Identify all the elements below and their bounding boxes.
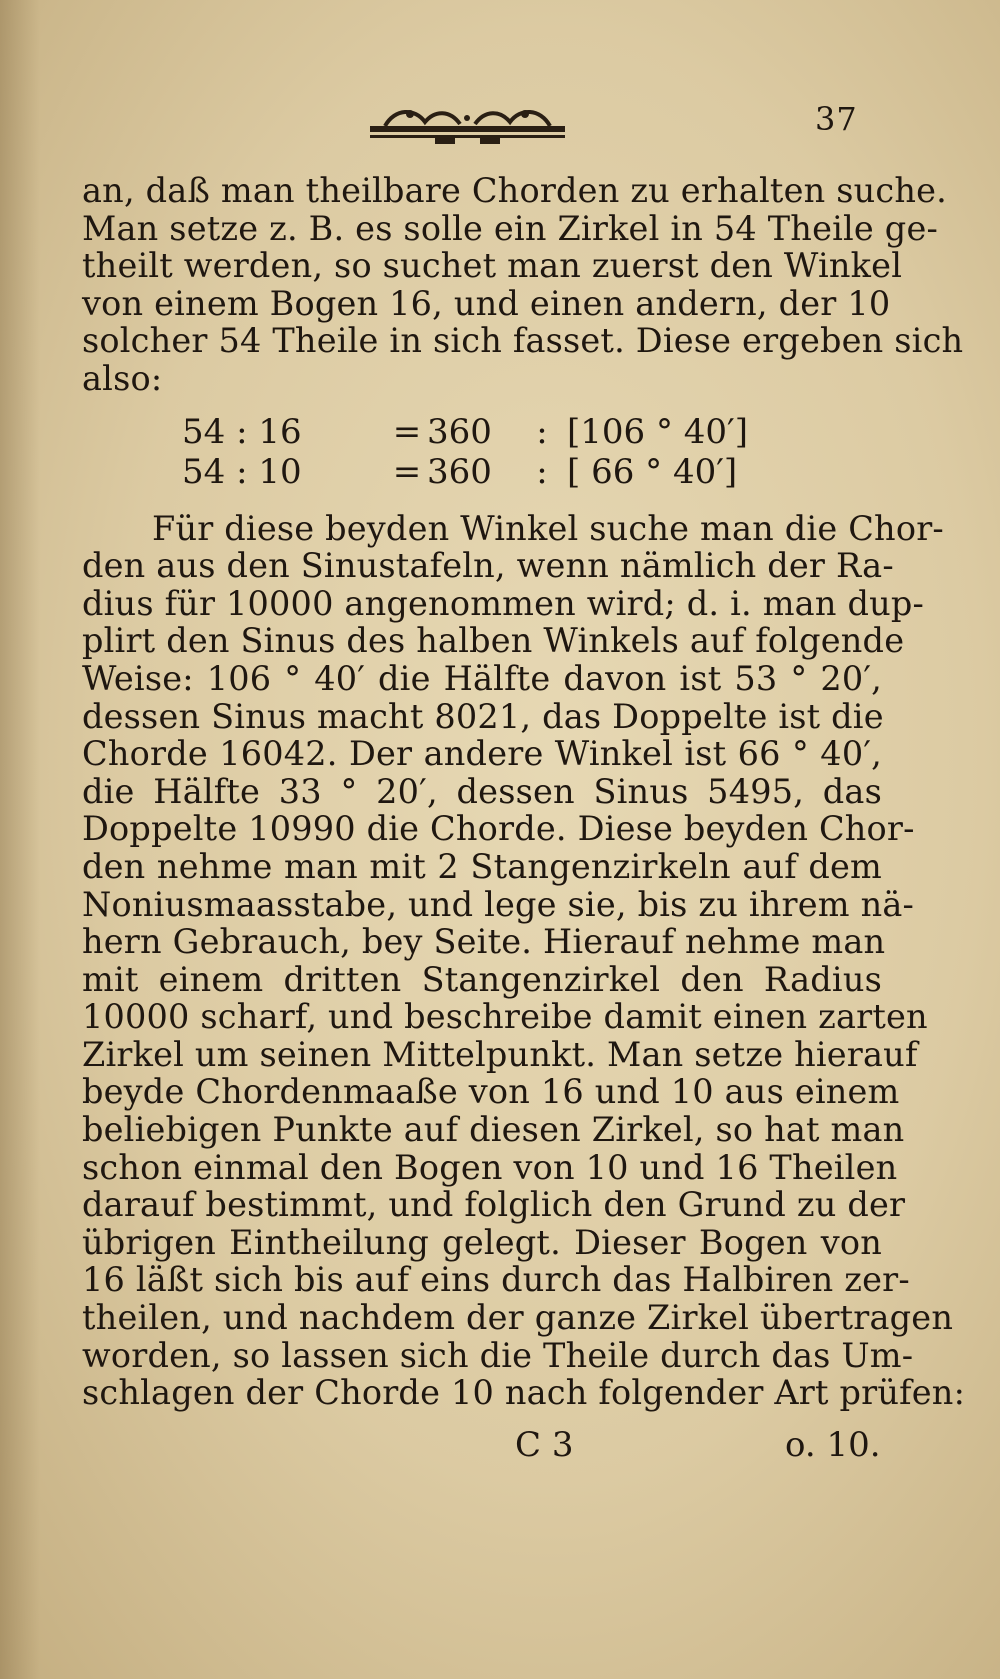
text-line: dius für 10000 angenommen wird; d. i. man dup- (82, 583, 925, 623)
text-line: worden, so lassen sich die Theile durch das Um- (82, 1335, 914, 1375)
equation-colon: : (536, 451, 548, 492)
text-line: mit einem dritten Stangenzirkel den Radius (82, 959, 882, 999)
equation-colon: : (536, 411, 548, 452)
text-line: solcher 54 Theile in sich fasset. Diese ergeben sich (82, 321, 964, 361)
text-line: Noniusmaasstabe, und lege sie, bis zu ihrem nä- (82, 884, 915, 924)
equation-value: 360 (427, 451, 492, 492)
text-line: übrigen Eintheilung gelegt. Dieser Bogen von (82, 1222, 882, 1262)
text-line: 10000 scharf, und beschreibe damit einen zarten (82, 997, 928, 1037)
text-line: schlagen der Chorde 10 nach folgender Art prüfen: (82, 1373, 966, 1413)
equation-ratio: 54 : 10 (182, 451, 302, 492)
equals-sign: = (392, 451, 422, 492)
text-line: Zirkel um seinen Mittelpunkt. Man setze hierauf (82, 1034, 918, 1074)
text-line: den nehme man mit 2 Stangenzirkeln auf dem (82, 846, 882, 886)
text-line: also: (82, 358, 163, 398)
text-line: Doppelte 10990 die Chorde. Diese beyden Chor- (82, 809, 915, 849)
text-line: die Hälfte 33 ° 20′, dessen Sinus 5495, das (82, 771, 882, 811)
text-line: 16 läßt sich bis auf eins durch das Halbiren zer- (82, 1260, 910, 1300)
text-line: beyde Chordenmaaße von 16 und 10 aus einem (82, 1072, 900, 1112)
text-line: Chorde 16042. Der andere Winkel ist 66 ° 40′, (82, 734, 882, 774)
text-line: an, daß man theilbare Chorden zu erhalten suche. (82, 171, 947, 210)
signature-mark: C 3 (515, 1425, 574, 1465)
body-text (82, 171, 966, 1413)
text-line: von einem Bogen 16, und einen andern, der 10 (82, 283, 891, 323)
page-number: 37 (815, 100, 858, 138)
text-line: darauf bestimmt, und folglich den Grund zu der (82, 1185, 906, 1225)
text-line: theilt werden, so suchet man zuerst den Winkel (82, 246, 903, 286)
equation-ratio: 54 : 16 (182, 411, 302, 452)
text-line: Man setze z. B. es solle ein Zirkel in 54 Theile ge- (82, 208, 938, 248)
catchword: o. 10. (785, 1425, 881, 1465)
text-line: Für diese beyden Winkel suche man die Chor- (152, 508, 944, 548)
text-line: dessen Sinus macht 8021, das Doppelte ist die (82, 696, 884, 736)
page-footer (0, 1425, 1000, 1470)
text-line: plirt den Sinus des halben Winkels auf folgende (82, 621, 905, 661)
text-line: hern Gebrauch, bey Seite. Hierauf nehme man (82, 922, 886, 962)
equation-value: 360 (427, 411, 492, 452)
text-line: theilen, und nachdem der ganze Zirkel übertragen (82, 1298, 954, 1338)
proportion-equations (182, 412, 882, 492)
text-line: den aus den Sinustafeln, wenn nämlich der Ra- (82, 546, 894, 586)
text-line: beliebigen Punkte auf diesen Zirkel, so hat man (82, 1110, 905, 1150)
equation-row (182, 452, 882, 492)
equation-result: [106 ° 40′] (567, 411, 749, 452)
decorative-headpiece-icon (365, 100, 570, 146)
text-line: Weise: 106 ° 40′ die Hälfte davon ist 53 ° 20′, (82, 658, 882, 698)
equation-row (182, 412, 882, 452)
equation-result: [ 66 ° 40′] (567, 451, 738, 492)
equals-sign: = (392, 411, 422, 452)
text-line: schon einmal den Bogen von 10 und 16 Theilen (82, 1147, 898, 1187)
